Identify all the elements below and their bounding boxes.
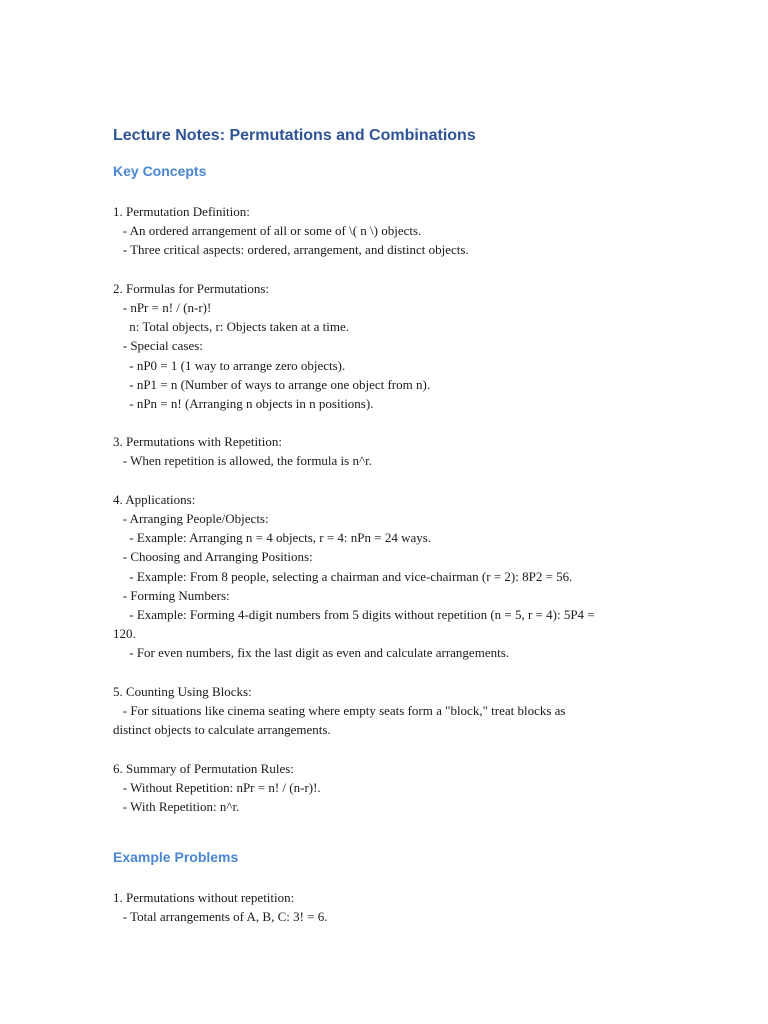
item-heading: 1. Permutations without repetition: bbox=[113, 890, 295, 906]
item-heading: 3. Permutations with Repetition: bbox=[113, 434, 282, 450]
item-line: - nP0 = 1 (1 way to arrange zero objects). bbox=[113, 357, 346, 373]
item-line: - Special cases: bbox=[113, 338, 203, 354]
item-heading: 6. Summary of Permutation Rules: bbox=[113, 760, 294, 776]
section-heading-example-problems: Example Problems bbox=[113, 849, 239, 866]
item-line: - Without Repetition: nPr = n! / (n-r)!. bbox=[113, 779, 321, 795]
concept-item-1 bbox=[113, 202, 653, 260]
document-title: Lecture Notes: Permutations and Combinations bbox=[113, 127, 476, 144]
item-heading: 2. Formulas for Permutations: bbox=[113, 280, 269, 296]
item-line: - nP1 = n (Number of ways to arrange one object from n). bbox=[113, 376, 431, 392]
item-heading: 4. Applications: bbox=[113, 491, 196, 507]
example-item-1 bbox=[113, 888, 653, 926]
document-content bbox=[113, 122, 653, 926]
item-line: - Example: From 8 people, selecting a chairman and vice-chairman (r = 2): 8P2 = 56. bbox=[113, 568, 573, 584]
item-line: - nPr = n! / (n-r)! bbox=[113, 299, 212, 315]
item-line: - Example: Forming 4-digit numbers from 5 digits without repetition (n = 5, r = 4): 5P4 = 120. bbox=[113, 606, 595, 642]
item-heading: 5. Counting Using Blocks: bbox=[113, 683, 252, 699]
item-line: - Choosing and Arranging Positions: bbox=[113, 549, 313, 565]
item-line: - For situations like cinema seating where empty seats form a "block," treat blocks as distinct objects to calculate arrangements. bbox=[113, 702, 566, 738]
item-line: - Forming Numbers: bbox=[113, 587, 230, 603]
item-line: - For even numbers, fix the last digit as even and calculate arrangements. bbox=[113, 645, 510, 661]
item-line: - When repetition is allowed, the formula is n^r. bbox=[113, 453, 372, 469]
concept-item-5 bbox=[113, 682, 653, 740]
section-heading-key-concepts: Key Concepts bbox=[113, 163, 207, 179]
concept-item-6 bbox=[113, 759, 653, 817]
item-line: - Example: Arranging n = 4 objects, r = 4: nPn = 24 ways. bbox=[113, 530, 432, 546]
item-line: - Arranging People/Objects: bbox=[113, 511, 269, 526]
item-line: - nPn = n! (Arranging n objects in n positions). bbox=[113, 395, 374, 411]
concept-item-3 bbox=[113, 432, 653, 470]
item-line: - Three critical aspects: ordered, arrangement, and distinct objects. bbox=[113, 242, 469, 258]
concept-item-2 bbox=[113, 279, 653, 413]
item-line: n: Total objects, r: Objects taken at a time. bbox=[113, 319, 350, 335]
item-heading: 1. Permutation Definition: bbox=[113, 204, 250, 219]
concept-item-4 bbox=[113, 490, 653, 663]
item-line: - Total arrangements of A, B, C: 3! = 6. bbox=[113, 909, 328, 925]
item-line: - An ordered arrangement of all or some of \( n \) objects. bbox=[113, 223, 422, 239]
item-line: - With Repetition: n^r. bbox=[113, 798, 240, 814]
